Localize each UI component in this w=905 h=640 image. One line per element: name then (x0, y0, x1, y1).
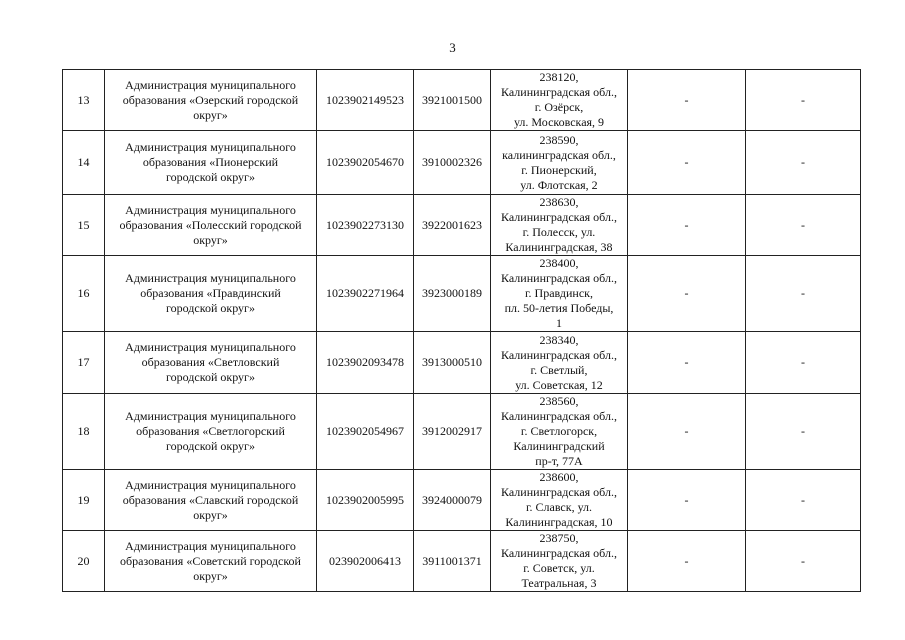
address-line: г. Полесск, ул. (522, 225, 596, 239)
table-row (63, 531, 861, 592)
empty-value-cell: - (628, 70, 746, 131)
empty-value-cell: - (746, 195, 861, 256)
organization-name-line: Администрация муниципального (125, 340, 296, 354)
organization-name-line: образования «Светлогорский (136, 424, 285, 438)
empty-value-cell: - (746, 256, 861, 332)
inn-cell: 3912002917 (414, 394, 491, 470)
organization-name-line: Администрация муниципального (125, 477, 296, 492)
address-cell (491, 131, 628, 195)
address-cell (491, 70, 628, 131)
organization-name-line: Администрация муниципального (125, 140, 296, 154)
address-line: ул. Советская, 12 (515, 377, 603, 392)
empty-value-cell: - (746, 531, 861, 592)
row-number-cell: 18 (63, 394, 105, 470)
organization-name-line: округ» (193, 507, 228, 522)
address-line: Калининградская обл., (501, 409, 617, 423)
organization-name-line: Администрация муниципального (125, 271, 296, 285)
table-row (63, 470, 861, 531)
address-cell (491, 470, 628, 531)
table-row (63, 256, 861, 332)
inn-cell: 3922001623 (414, 195, 491, 256)
ogrn-cell: 1023902005995 (317, 470, 414, 531)
ogrn-cell: 1023902093478 (317, 332, 414, 394)
organization-name-line: округ» (193, 232, 228, 247)
ogrn-cell: 1023902054670 (317, 131, 414, 195)
registry-table (62, 69, 861, 592)
address-line: пл. 50-летия Победы, (504, 301, 614, 315)
address-line: Калининградская обл., (501, 485, 617, 499)
row-number-cell: 13 (63, 70, 105, 131)
organization-name-cell (105, 256, 317, 332)
organization-name-line: городской округ» (166, 439, 255, 453)
address-line: 238590, (539, 132, 579, 147)
address-line: г. Светлый, (530, 362, 588, 377)
empty-value-cell: - (746, 332, 861, 394)
organization-name-cell (105, 332, 317, 394)
address-line: 238630, (539, 195, 579, 209)
row-number-cell: 17 (63, 332, 105, 394)
ogrn-cell: 1023902149523 (317, 70, 414, 131)
organization-name-line: городской округ» (166, 370, 255, 384)
empty-value-cell: - (628, 394, 746, 470)
address-line: г. Славск, ул. (525, 500, 593, 514)
inn-cell: 3924000079 (414, 470, 491, 531)
organization-name-line: Администрация муниципального (125, 77, 296, 92)
inn-cell: 3911001371 (414, 531, 491, 592)
address-line: 1 (556, 316, 562, 330)
row-number-cell: 19 (63, 470, 105, 531)
organization-name-cell (105, 70, 317, 131)
organization-name-line: образования «Полесский городской (119, 217, 302, 232)
table-row (63, 394, 861, 470)
address-line: ул. Флотская, 2 (520, 177, 598, 192)
address-cell (491, 256, 628, 332)
address-line: Калининградская, 38 (505, 240, 613, 254)
empty-value-cell: - (746, 131, 861, 195)
address-line: г. Правдинск, (524, 286, 594, 300)
table-row (63, 131, 861, 195)
row-number-cell: 20 (63, 531, 105, 592)
organization-name-line: образования «Светловский (141, 355, 280, 369)
empty-value-cell: - (628, 531, 746, 592)
address-line: Калининградская обл., (501, 85, 617, 99)
ogrn-cell: 1023902273130 (317, 195, 414, 256)
address-line: Калининградская обл., (501, 271, 617, 285)
organization-name-line: образования «Пионерский (142, 155, 279, 169)
organization-name-line: образования «Озерский городской (122, 92, 299, 107)
inn-cell: 3910002326 (414, 131, 491, 195)
table-row (63, 195, 861, 256)
address-line: 238560, (539, 394, 579, 408)
address-line: Калининградская обл., (501, 546, 617, 560)
empty-value-cell: - (628, 195, 746, 256)
organization-name-line: образования «Славский городской (122, 492, 299, 507)
address-cell (491, 195, 628, 256)
address-line: г. Светлогорск, (520, 424, 598, 438)
inn-cell: 3913000510 (414, 332, 491, 394)
address-line: Калининградская обл., (501, 210, 617, 224)
inn-cell: 3921001500 (414, 70, 491, 131)
address-line: г. Озёрск, (534, 100, 584, 114)
empty-value-cell: - (746, 470, 861, 531)
empty-value-cell: - (628, 131, 746, 195)
organization-name-line: образования «Советский городской (120, 553, 301, 568)
organization-name-line: Администрация муниципального (125, 538, 296, 553)
organization-name-cell (105, 394, 317, 470)
organization-name-line: образования «Правдинский (140, 286, 281, 300)
organization-name-line: городской округ» (166, 301, 255, 315)
address-line: 238750, (539, 531, 579, 545)
address-cell (491, 531, 628, 592)
empty-value-cell: - (746, 70, 861, 131)
ogrn-cell: 1023902271964 (317, 256, 414, 332)
inn-cell: 3923000189 (414, 256, 491, 332)
page-number: 3 (449, 40, 456, 55)
empty-value-cell: - (628, 256, 746, 332)
organization-name-line: Администрация муниципального (125, 202, 296, 217)
address-line: Калининградская, 10 (505, 515, 613, 529)
address-cell (491, 332, 628, 394)
organization-name-cell (105, 470, 317, 531)
address-line: Театральная, 3 (521, 576, 597, 590)
empty-value-cell: - (746, 394, 861, 470)
address-line: г. Советск, ул. (523, 561, 595, 575)
address-line: калининградская обл., (502, 147, 616, 162)
empty-value-cell: - (628, 470, 746, 531)
table-row (63, 70, 861, 131)
address-line: ул. Московская, 9 (513, 115, 605, 129)
address-line: 238600, (539, 470, 579, 484)
address-line: Калининградская обл., (501, 347, 617, 362)
registry-table-body (63, 70, 861, 592)
ogrn-cell: 023902006413 (317, 531, 414, 592)
address-line: Калининградский (513, 439, 605, 453)
empty-value-cell: - (628, 332, 746, 394)
row-number-cell: 15 (63, 195, 105, 256)
row-number-cell: 14 (63, 131, 105, 195)
organization-name-line: округ» (193, 568, 228, 583)
row-number-cell: 16 (63, 256, 105, 332)
address-cell (491, 394, 628, 470)
address-line: 238120, (539, 70, 579, 84)
address-line: пр-т, 77А (535, 454, 583, 468)
address-line: 238400, (539, 256, 579, 270)
address-line: г. Пионерский, (521, 162, 597, 177)
table-row (63, 332, 861, 394)
address-line: 238340, (539, 332, 579, 347)
organization-name-line: городской округ» (166, 170, 255, 184)
organization-name-cell (105, 531, 317, 592)
organization-name-cell (105, 195, 317, 256)
organization-name-cell (105, 131, 317, 195)
ogrn-cell: 1023902054967 (317, 394, 414, 470)
organization-name-line: Администрация муниципального (125, 409, 296, 423)
organization-name-line: округ» (193, 107, 228, 122)
